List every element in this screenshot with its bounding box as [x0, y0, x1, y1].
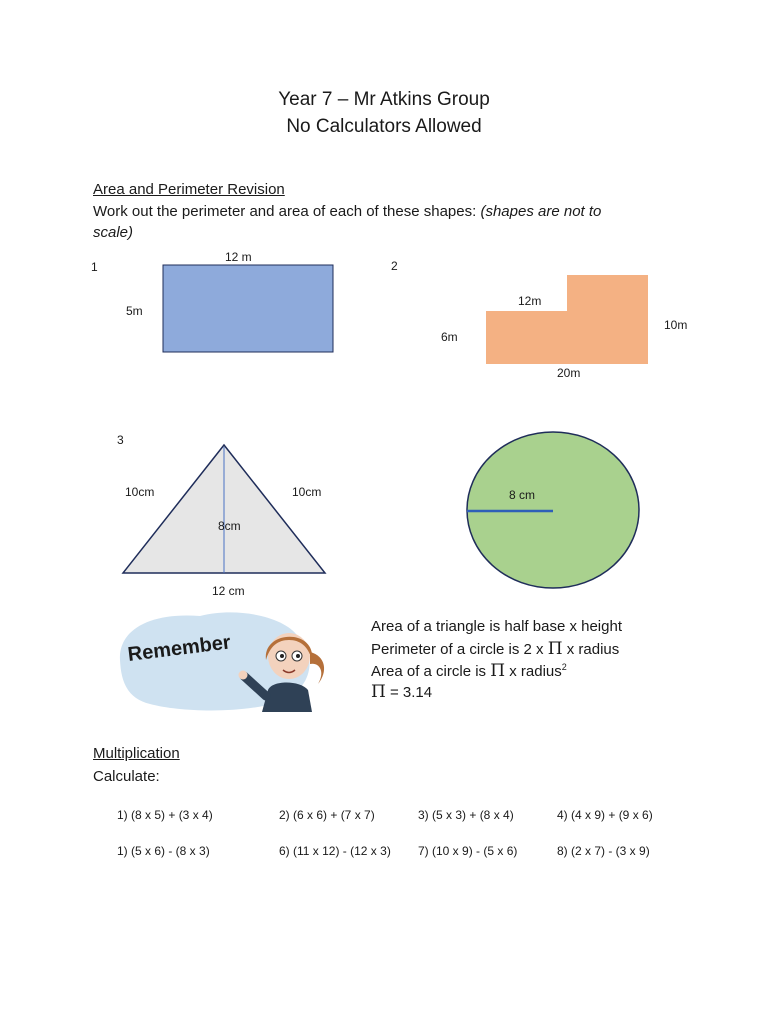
- scale-note-continued: scale): [93, 224, 134, 241]
- fact-triangle-area: Area of a triangle is half base x height: [371, 618, 622, 635]
- area-section-heading: Area and Perimeter Revision: [93, 181, 285, 198]
- question-1: 1) (8 x 5) + (3 x 4): [117, 808, 213, 822]
- remember-badge: Remember: [126, 631, 232, 666]
- multiplication-heading: Multiplication: [93, 745, 180, 762]
- rectangle-height-label: 5m: [126, 304, 143, 318]
- page-subtitle: No Calculators Allowed: [286, 116, 482, 137]
- rectangle-shape: [163, 265, 333, 352]
- fact-circle-area-start: Area of a circle is: [371, 663, 487, 680]
- question-6: 6) (11 x 12) - (12 x 3): [279, 844, 391, 858]
- instruction-text: Work out the perimeter and area of each of these shapes:: [93, 203, 477, 220]
- shape-3-number: 3: [117, 433, 124, 447]
- question-5: 1) (5 x 6) - (8 x 3): [117, 844, 210, 858]
- squared-superscript: 2: [561, 662, 567, 672]
- triangle-right-side-label: 10cm: [292, 485, 322, 499]
- question-7: 7) (10 x 9) - (5 x 6): [418, 844, 518, 858]
- fact-pi-value: [371, 682, 432, 702]
- multiplication-prompt: Calculate:: [93, 768, 160, 785]
- pi-symbol: Π: [490, 661, 506, 681]
- triangle-left-side-label: 10cm: [125, 485, 155, 499]
- fact-circle-area-end: x radius: [509, 663, 562, 680]
- l-shape-right-label: 10m: [664, 318, 688, 332]
- l-shape: [486, 275, 648, 364]
- triangle-height-label: 8cm: [218, 519, 241, 533]
- shape-2-number: 2: [391, 259, 398, 273]
- page-title: Year 7 – Mr Atkins Group: [278, 89, 490, 110]
- l-shape-top-label: 12m: [518, 294, 542, 308]
- l-shape-bottom-label: 20m: [557, 366, 581, 380]
- pi-symbol: Π: [547, 639, 563, 659]
- fact-circle-perimeter: [371, 639, 619, 659]
- question-8: 8) (2 x 7) - (3 x 9): [557, 844, 650, 858]
- scale-note: (shapes are not to: [480, 203, 602, 220]
- circle-radius-label: 8 cm: [509, 488, 536, 502]
- rectangle-width-label: 12 m: [225, 250, 252, 264]
- question-4: 4) (4 x 9) + (9 x 6): [557, 808, 653, 822]
- shape-1-number: 1: [91, 260, 98, 274]
- l-shape-left-label: 6m: [441, 330, 458, 344]
- fact-circle-perimeter-end: x radius: [566, 641, 620, 658]
- fact-circle-area: [371, 661, 567, 681]
- pi-value: = 3.14: [390, 684, 433, 701]
- question-2: 2) (6 x 6) + (7 x 7): [279, 808, 375, 822]
- fact-circle-perimeter-start: Perimeter of a circle is 2 x: [371, 641, 544, 658]
- question-3: 3) (5 x 3) + (8 x 4): [418, 808, 514, 822]
- pi-symbol: Π: [371, 682, 386, 702]
- triangle-base-label: 12 cm: [212, 584, 245, 598]
